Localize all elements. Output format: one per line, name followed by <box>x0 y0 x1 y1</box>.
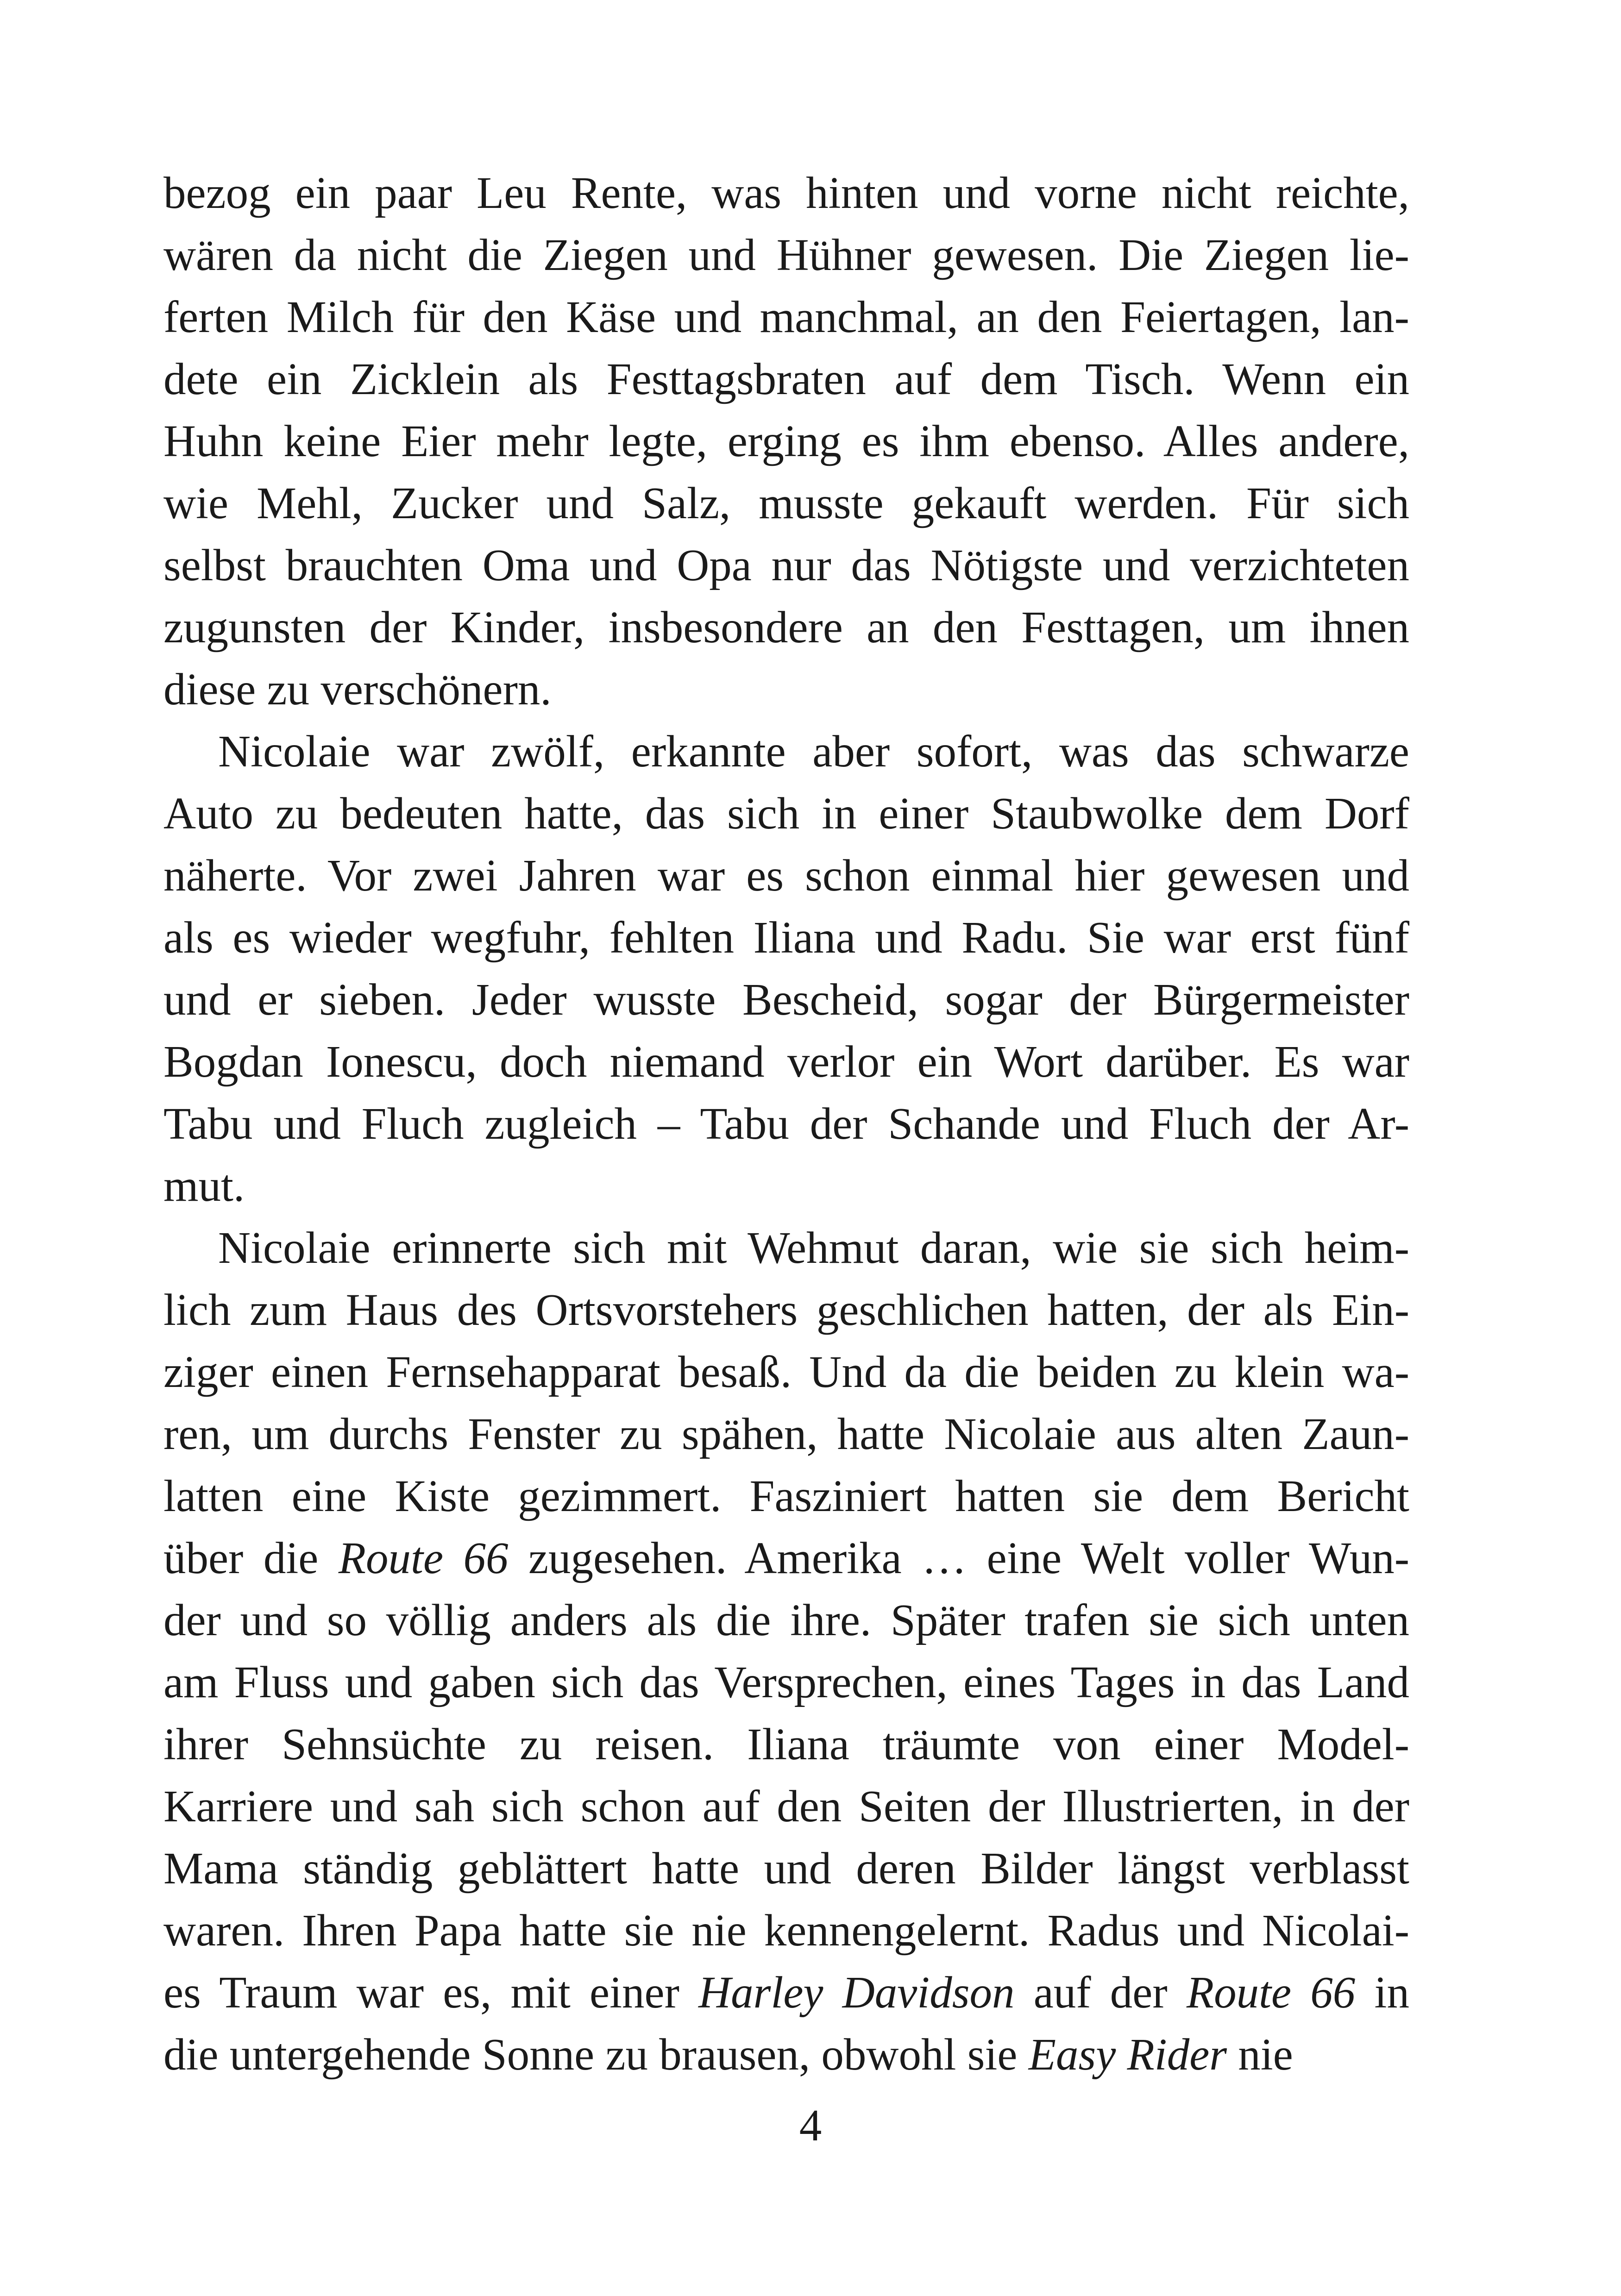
paragraph <box>163 721 1409 1217</box>
text-line: dete ein Zicklein als Festtagsbraten auf dem Tisch. Wenn ein <box>163 354 1409 404</box>
italic-title: Harley Davidson <box>698 1968 1015 2017</box>
text-line: ren, um durchs Fenster zu spähen, hatte Nicolaie aus alten Zaun- <box>163 1409 1409 1459</box>
text-line: die untergehende Sonne zu brausen, obwohl sie Easy Rider nie <box>163 2030 1293 2079</box>
text-line: ziger einen Fernsehapparat besaß. Und da die beiden zu klein wa- <box>163 1347 1409 1397</box>
text-line: der und so völlig anders als die ihre. Später trafen sie sich unten <box>163 1595 1409 1645</box>
text-line: diese zu verschönern. <box>163 665 552 714</box>
text-line: Nicolaie war zwölf, erkannte aber sofort, was das schwarze <box>218 727 1409 776</box>
text-line: am Fluss und gaben sich das Versprechen, eines Tages in das Land <box>163 1657 1409 1707</box>
text-line: wie Mehl, Zucker und Salz, musste gekauft werden. Für sich <box>163 478 1409 528</box>
text-line: ferten Milch für den Käse und manchmal, an den Feiertagen, lan- <box>163 292 1409 342</box>
text-line: Huhn keine Eier mehr legte, erging es ihm ebenso. Alles andere, <box>163 416 1409 466</box>
text-line: selbst brauchten Oma und Opa nur das Nötigste und verzichteten <box>163 540 1409 590</box>
text-line: Bogdan Ionescu, doch niemand verlor ein Wort darüber. Es war <box>163 1037 1409 1086</box>
text-line: Tabu und Fluch zugleich – Tabu der Schande und Fluch der Ar- <box>163 1099 1409 1148</box>
text-line: als es wieder wegfuhr, fehlten Iliana und Radu. Sie war erst fünf <box>163 913 1409 962</box>
italic-title: Route 66 <box>1186 1968 1356 2017</box>
body-text <box>163 162 1409 2086</box>
paragraph <box>163 162 1409 721</box>
text-line: waren. Ihren Papa hatte sie nie kennengelernt. Radus und Nicolai- <box>163 1906 1409 1955</box>
text-line: latten eine Kiste gezimmert. Fasziniert hatten sie dem Bericht <box>163 1471 1409 1521</box>
paragraph <box>163 1217 1409 2086</box>
text-line: ihrer Sehnsüchte zu reisen. Iliana träumte von einer Model- <box>163 1719 1409 1769</box>
text-line: und er sieben. Jeder wusste Bescheid, sogar der Bürgermeister <box>163 975 1409 1024</box>
italic-title: Route 66 <box>338 1533 509 1583</box>
text-line: über die Route 66 zugesehen. Amerika … eine Welt voller Wun- <box>163 1533 1409 1583</box>
text-line: Mama ständig geblättert hatte und deren Bilder längst verblasst <box>163 1844 1409 1893</box>
page-number: 4 <box>799 2101 822 2150</box>
italic-title: Easy Rider <box>1028 2030 1227 2079</box>
text-line: näherte. Vor zwei Jahren war es schon einmal hier gewesen und <box>163 851 1409 900</box>
text-line: Karriere und sah sich schon auf den Seiten der Illustrierten, in der <box>163 1782 1409 1831</box>
text-line: mut. <box>163 1161 245 1211</box>
text-line: es Traum war es, mit einer Harley Davidson auf der Route 66 in <box>163 1968 1409 2017</box>
text-line: Auto zu bedeuten hatte, das sich in einer Staubwolke dem Dorf <box>163 789 1409 838</box>
text-line: wären da nicht die Ziegen und Hühner gewesen. Die Ziegen lie- <box>163 230 1409 280</box>
text-line: zugunsten der Kinder, insbesondere an den Festtagen, um ihnen <box>163 602 1409 652</box>
text-line: lich zum Haus des Ortsvorstehers geschlichen hatten, der als Ein- <box>163 1285 1409 1335</box>
text-line: bezog ein paar Leu Rente, was hinten und vorne nicht reichte, <box>163 168 1409 218</box>
text-line: Nicolaie erinnerte sich mit Wehmut daran, wie sie sich heim- <box>218 1223 1409 1273</box>
